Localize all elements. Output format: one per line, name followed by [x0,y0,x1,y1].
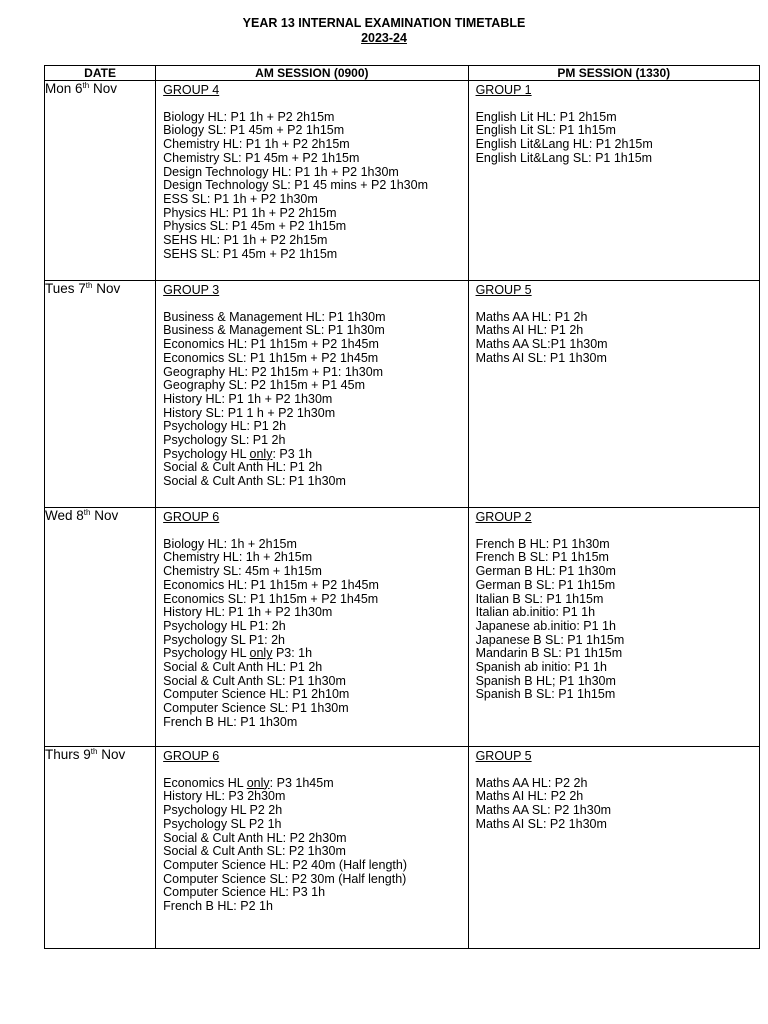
exam-line: English Lit SL: P1 1h15m [475,123,616,138]
exam-line: Mandarin B SL: P1 1h15m [475,646,623,661]
date-month: Nov [89,81,117,96]
date-suffix: th [90,747,98,756]
date-month: Nov [90,508,119,523]
group-label: GROUP 4 [163,83,220,97]
date-day: Tues 7 [45,281,86,296]
table-row [45,81,760,281]
group-label: GROUP 5 [475,749,532,763]
exam-line: French B SL: P1 1h15m [475,550,609,565]
exam-line: Psychology SL P1: 2h [163,632,285,647]
exam-line: Maths AA HL: P1 2h [475,309,588,324]
am-session-content [156,508,467,730]
exam-line: Japanese ab.initio: P1 1h [475,618,616,633]
exam-line: Physics HL: P1 1h + P2 2h15m [163,205,337,220]
pm-session-content [469,508,759,702]
spacer [163,525,467,538]
exam-line: Computer Science HL: P1 2h10m [163,687,350,702]
exam-line: Psychology HL P1: 2h [163,618,286,633]
table-row [45,281,760,508]
pm-session-content [469,281,759,366]
exam-line: Geography HL: P2 1h15m + P1: 1h30m [163,364,384,379]
pm-session-content [469,747,759,832]
pm-session-content [469,81,759,166]
group-label: GROUP 6 [163,749,220,763]
spacer [476,525,759,538]
exam-line: Social & Cult Anth SL: P2 1h30m [163,844,346,859]
exam-line: English Lit&Lang SL: P1 1h15m [475,150,653,165]
am-session-content [156,81,467,261]
date-suffix: th [83,508,91,517]
exam-line: Italian ab.initio: P1 1h [475,605,596,620]
exam-line: Psychology HL P2 2h [163,803,283,818]
pm-session-cell [468,747,759,949]
date-cell [45,508,156,747]
document-title: YEAR 13 INTERNAL EXAMINATION TIMETABLE [242,16,526,30]
exam-line: English Lit&Lang HL: P1 2h15m [475,137,653,152]
spacer [163,298,467,311]
exam-line: Business & Management HL: P1 1h30m [163,309,386,324]
am-session-content [156,747,467,914]
exam-line: Social & Cult Anth SL: P1 1h30m [163,474,346,489]
date-day: Thurs 9 [45,747,91,762]
exam-line: French B HL: P1 1h30m [475,536,610,551]
exam-line: Computer Science SL: P1 1h30m [163,701,349,716]
spacer [476,98,759,111]
exam-line: German B HL: P1 1h30m [475,564,616,579]
exam-line: Design Technology HL: P1 1h + P2 1h30m [163,164,399,179]
exam-line: Italian B SL: P1 1h15m [475,591,604,606]
date-suffix: th [82,81,90,90]
group-label: GROUP 5 [475,283,532,297]
am-session-cell [156,508,468,747]
exam-line: Biology HL: 1h + 2h15m [163,536,297,551]
exam-line: History SL: P1 1 h + P2 1h30m [163,405,336,420]
exam-line: History HL: P1 1h + P2 1h30m [163,391,333,406]
exam-line: French B HL: P1 1h30m [163,714,298,729]
exam-line: Social & Cult Anth HL: P1 2h [163,460,323,475]
exam-line: English Lit HL: P1 2h15m [475,109,617,124]
date-month: Nov [92,281,121,296]
date-cell [45,747,156,949]
exam-line: SEHS SL: P1 45m + P2 1h15m [163,246,338,261]
exam-line: Maths AI HL: P1 2h [475,323,584,338]
table-row [45,508,760,747]
exam-line: French B HL: P2 1h [163,899,273,914]
exam-line: Economics SL: P1 1h15m + P2 1h45m [163,350,379,365]
pm-session-cell [468,508,759,747]
column-header-date: DATE [45,66,156,81]
date-suffix: th [85,281,93,290]
exam-line: Economics HL only: P3 1h45m [163,775,334,790]
group-label: GROUP 3 [163,283,220,297]
exam-line: Psychology SL: P1 2h [163,433,286,448]
exam-line: Psychology HL: P1 2h [163,419,287,434]
exam-line: Computer Science SL: P2 30m (Half length) [163,871,407,886]
exam-line: ESS SL: P1 1h + P2 1h30m [163,191,318,206]
exam-line: Maths AA HL: P2 2h [475,775,588,790]
column-header-pm-session: PM SESSION (1330) [468,66,759,81]
exam-line: Maths AA SL:P1 1h30m [475,337,608,352]
am-session-cell [156,281,468,508]
pm-session-cell [468,281,759,508]
exam-line: History HL: P3 2h30m [163,789,286,804]
exam-line: Economics HL: P1 1h15m + P2 1h45m [163,337,379,352]
exam-line: Social & Cult Anth SL: P1 1h30m [163,673,346,688]
exam-line: Spanish ab initio: P1 1h [475,660,607,675]
exam-line: Psychology HL only P3: 1h [163,646,313,661]
column-header-am-session: AM SESSION (0900) [156,66,468,81]
exam-line: Social & Cult Anth HL: P1 2h [163,660,323,675]
group-label: GROUP 6 [163,510,220,524]
exam-line: Spanish B SL: P1 1h15m [475,687,616,702]
exam-line: Social & Cult Anth HL: P2 2h30m [163,830,347,845]
exam-line: SEHS HL: P1 1h + P2 2h15m [163,233,328,248]
group-label: GROUP 2 [475,510,532,524]
header-row [45,66,760,81]
exam-line: Economics HL: P1 1h15m + P2 1h45m [163,577,379,592]
document-year: 2023-24 [361,31,407,45]
exam-line: Chemistry SL: 45m + 1h15m [163,564,322,579]
pm-session-cell [468,81,759,281]
date-day: Wed 8 [45,508,84,523]
timetable-table [44,65,760,949]
date-month: Nov [97,747,126,762]
exam-line: Design Technology SL: P1 45 mins + P2 1h30m [163,178,429,193]
spacer [476,764,759,777]
group-label: GROUP 1 [475,83,532,97]
am-session-cell [156,81,468,281]
exam-line: Chemistry HL: P1 1h + P2 2h15m [163,137,350,152]
exam-line: Biology HL: P1 1h + P2 2h15m [163,109,335,124]
exam-line: Chemistry HL: 1h + 2h15m [163,550,313,565]
exam-line: Economics SL: P1 1h15m + P2 1h45m [163,591,379,606]
exam-line: Maths AA SL: P2 1h30m [475,803,612,818]
exam-line: German B SL: P1 1h15m [475,577,616,592]
am-session-cell [156,747,468,949]
exam-line: Biology SL: P1 45m + P2 1h15m [163,123,345,138]
table-row [45,747,760,949]
am-session-content [156,281,467,489]
exam-line: Psychology HL only: P3 1h [163,446,313,461]
date-day: Mon 6 [45,81,83,96]
spacer [163,98,467,111]
exam-line: Japanese B SL: P1 1h15m [475,632,625,647]
exam-line: Chemistry SL: P1 45m + P2 1h15m [163,150,360,165]
date-cell [45,281,156,508]
exam-line: Psychology SL P2 1h [163,816,282,831]
exam-line: Business & Management SL: P1 1h30m [163,323,385,338]
exam-line: Maths AI HL: P2 2h [475,789,584,804]
exam-line: Maths AI SL: P2 1h30m [475,816,607,831]
spacer [476,298,759,311]
exam-line: Maths AI SL: P1 1h30m [475,350,607,365]
exam-line: Physics SL: P1 45m + P2 1h15m [163,219,347,234]
exam-line: History HL: P1 1h + P2 1h30m [163,605,333,620]
exam-line: Geography SL: P2 1h15m + P1 45m [163,378,366,393]
date-cell [45,81,156,281]
exam-line: Spanish B HL; P1 1h30m [475,673,616,688]
spacer [163,764,467,777]
exam-line: Computer Science HL: P2 40m (Half length) [163,857,408,872]
exam-line: Computer Science HL: P3 1h [163,885,326,900]
